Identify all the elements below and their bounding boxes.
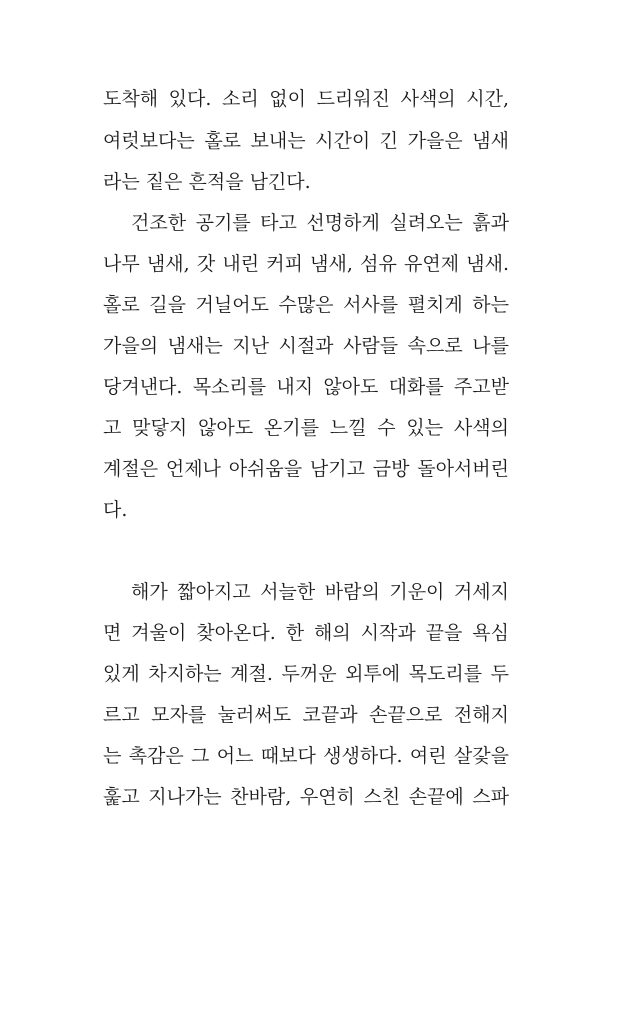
text-line: 다. bbox=[103, 499, 128, 521]
text-line: 건조한 공기를 타고 선명하게 실려오는 흙과 bbox=[131, 212, 509, 234]
text-line: 는 촉감은 그 어느 때보다 생생하다. 여린 살갗을 bbox=[103, 745, 509, 767]
text-line: 르고 모자를 눌러써도 코끝과 손끝으로 전해지 bbox=[103, 704, 509, 726]
text-line: 나무 냄새, 갓 내린 커피 냄새, 섬유 유연제 냄새. bbox=[103, 253, 509, 275]
text-line: 여럿보다는 홀로 보내는 시간이 긴 가을은 냄새 bbox=[103, 130, 509, 152]
text-line: 훑고 지나가는 찬바람, 우연히 스친 손끝에 스파 bbox=[103, 786, 509, 808]
text-line: 고 맞닿지 않아도 온기를 느낄 수 있는 사색의 bbox=[103, 417, 509, 439]
text-line: 가을의 냄새는 지난 시절과 사람들 속으로 나를 bbox=[103, 335, 509, 357]
text-line: 있게 차지하는 계절. 두꺼운 외투에 목도리를 두 bbox=[103, 663, 509, 685]
text-line: 해가 짧아지고 서늘한 바람의 기운이 거세지 bbox=[131, 581, 509, 603]
text-line: 당겨낸다. 목소리를 내지 않아도 대화를 주고받 bbox=[103, 376, 509, 398]
text-line: 면 겨울이 찾아온다. 한 해의 시작과 끝을 욕심 bbox=[103, 622, 509, 644]
text-line: 라는 짙은 흔적을 남긴다. bbox=[103, 171, 311, 193]
text-line: 계절은 언제나 아쉬움을 남기고 금방 돌아서버린 bbox=[103, 458, 509, 480]
text-line: 도착해 있다. 소리 없이 드리워진 사색의 시간, bbox=[103, 88, 509, 110]
text-line: 홀로 길을 거닐어도 수많은 서사를 펼치게 하는 bbox=[103, 294, 509, 316]
